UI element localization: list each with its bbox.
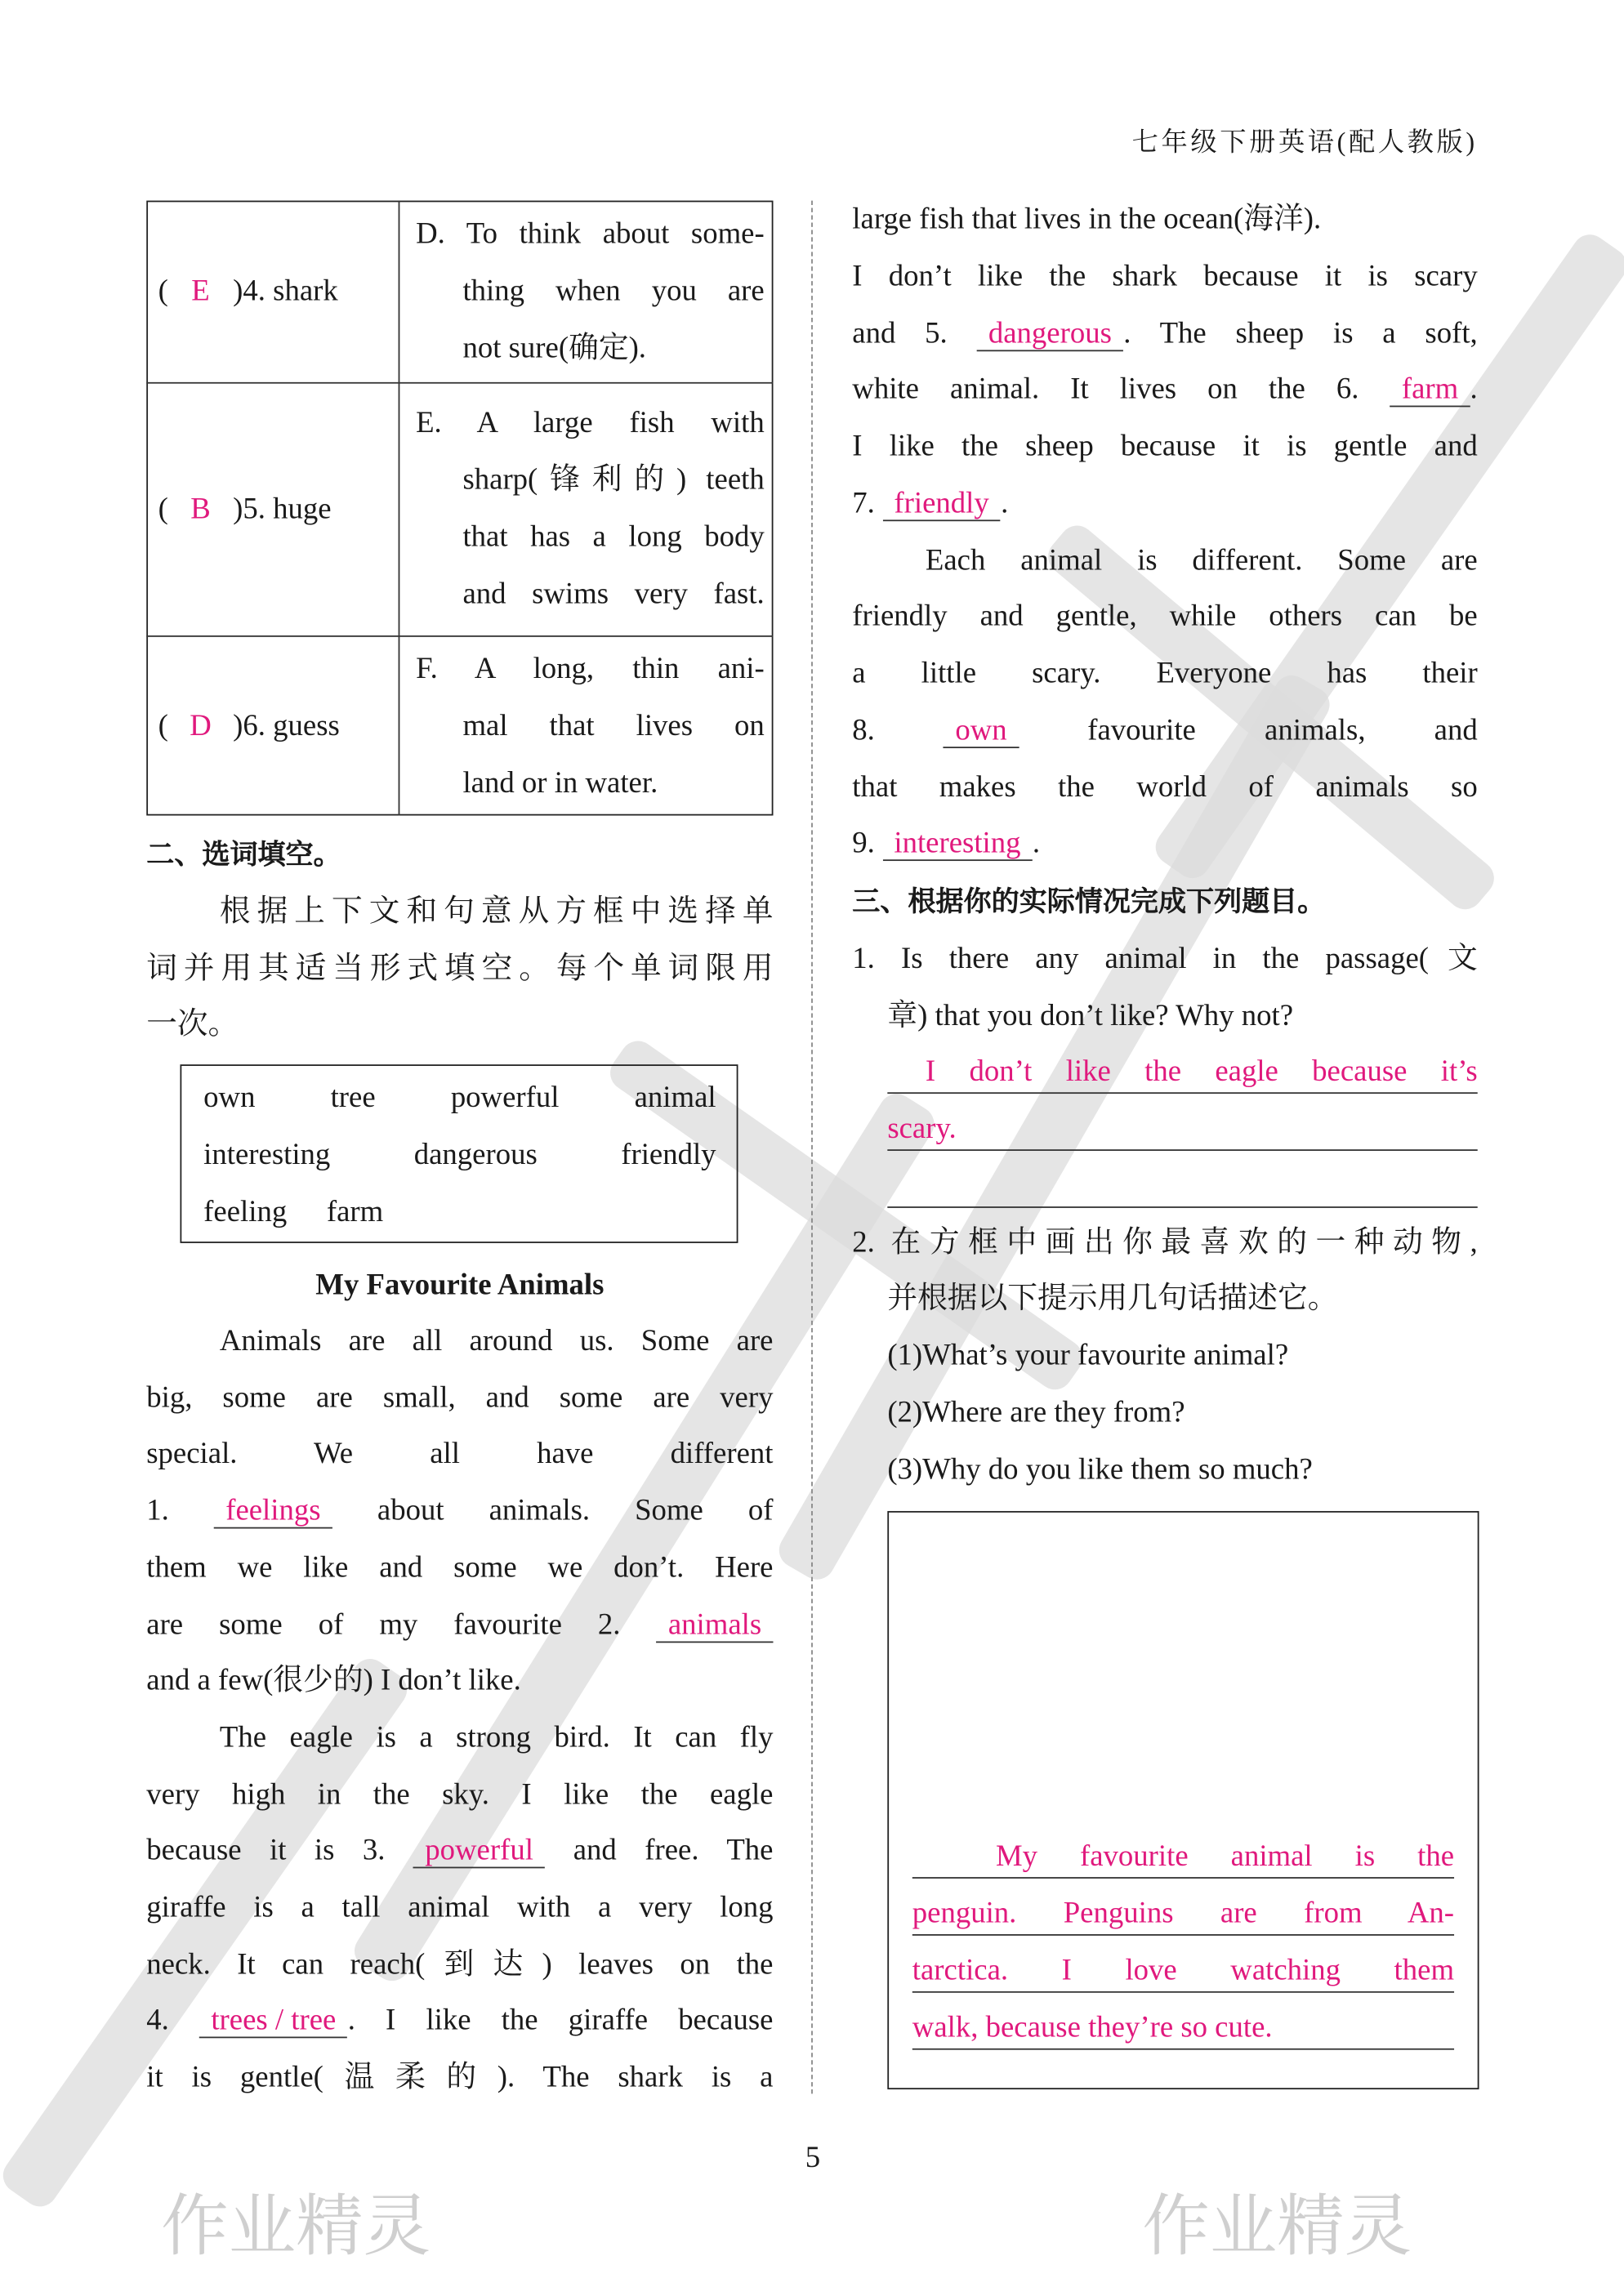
text-segment: I like the sheep because it is gentle and [852, 430, 1478, 463]
definition-line: thing when you are [462, 275, 765, 308]
text-segment: 9. [852, 827, 883, 860]
matching-item: ( B )5. huge [158, 491, 393, 529]
text-line [852, 371, 1477, 409]
matching-item: ( D )6. guess [158, 707, 393, 746]
page-header-title: 七年级下册英语(配人教版) [1131, 127, 1478, 157]
definition-line: mal that lives on [462, 710, 765, 742]
answer-underline [887, 1206, 1477, 1208]
answer-2-line[interactable]: tarctica. I love watching them [912, 1955, 1455, 1987]
table-divider [399, 201, 400, 816]
answer-blank[interactable]: animals [657, 1608, 774, 1642]
text-segment: 7. [852, 487, 883, 519]
text-line [146, 1492, 773, 1531]
definition-line: land or in water. [462, 767, 658, 800]
text-segment: neck. It can reach(到达) leaves on the [146, 1948, 774, 1981]
section2-heading: 二、选词填空。 [146, 839, 341, 872]
definition-line: E. A large fish with [416, 407, 765, 439]
text-line [146, 1662, 773, 1701]
text-line [220, 1322, 774, 1361]
text-segment: and a few(很少的) I don’t like. [146, 1665, 521, 1697]
answer-blank[interactable]: powerful [413, 1835, 545, 1869]
question-1: 章) that you don’t like? Why not? [887, 1000, 1294, 1032]
answer-blank[interactable]: farm [1390, 374, 1470, 408]
question-2-prompt: (3)Why do you like them so much? [887, 1454, 1313, 1487]
word-box-row [203, 1079, 716, 1117]
text-segment: Animals are all around us. Some are [219, 1325, 774, 1358]
text-line [146, 2059, 773, 2098]
answer-1[interactable]: scary. [887, 1112, 957, 1145]
text-segment: white animal. It lives on the 6. [852, 373, 1390, 406]
watermark-stroke [773, 669, 1336, 1586]
text-line [926, 541, 1478, 579]
watermark-text: 作业精灵 [161, 2186, 431, 2266]
text-line [146, 1776, 773, 1814]
text-segment: large fish that lives in the ocean(海洋). [852, 203, 1322, 236]
text-line [852, 484, 1477, 523]
text-segment: . [1470, 373, 1478, 406]
answer-2-line[interactable]: walk, because they’re so cute. [912, 2012, 1273, 2044]
text-line [852, 654, 1477, 693]
word-option: farm [326, 1196, 384, 1228]
definition-line: that has a long body [462, 521, 765, 554]
answer-blank[interactable]: dangerous [977, 317, 1124, 350]
text-segment: about animals. Some of [332, 1495, 774, 1527]
word-option: own [203, 1081, 256, 1115]
text-line [852, 201, 1477, 239]
text-segment: 4. [146, 2004, 199, 2038]
answer-underline [912, 2049, 1454, 2050]
text-line [220, 1719, 774, 1757]
definition-line: not sure(确定). [462, 332, 647, 365]
section3-heading: 三、根据你的实际情况完成下列题目。 [852, 885, 1326, 918]
text-segment: are some of my favourite 2. [146, 1608, 657, 1641]
word-option: powerful [450, 1081, 560, 1115]
word-option: tree [330, 1081, 376, 1115]
text-segment: because it is 3. [146, 1835, 413, 1868]
text-segment: . [1032, 827, 1041, 860]
answer-letter[interactable]: D [190, 710, 212, 742]
question-1: 1. Is there any animal in the passage(文 [852, 943, 1478, 975]
text-segment: a little scary. Everyone has their [852, 657, 1478, 690]
text-segment: The eagle is a strong bird. It can fly [219, 1721, 774, 1754]
definition-line: F. A long, thin ani- [416, 653, 765, 685]
text-segment: I don’t like the shark because it is scary [852, 260, 1478, 293]
text-segment: . [1001, 487, 1009, 519]
answer-underline [887, 1092, 1477, 1094]
text-segment: Each animal is different. Some are [925, 543, 1478, 577]
word-option: animal [634, 1081, 716, 1115]
text-line [852, 598, 1477, 636]
answer-underline [912, 1877, 1454, 1879]
instruction-line: 根据上下文和句意从方框中选择单 [219, 893, 774, 929]
answer-letter[interactable]: E [191, 275, 210, 308]
word-option: interesting [203, 1139, 331, 1172]
text-segment: special. We all have different [146, 1438, 774, 1471]
text-line [146, 1435, 773, 1473]
answer-2-line[interactable]: penguin. Penguins are from An- [912, 1897, 1455, 1930]
question-2: 2. 在方框中画出你最喜欢的一种动物, [852, 1227, 1478, 1259]
word-option: feeling [203, 1196, 288, 1228]
text-line [852, 314, 1477, 353]
text-line [146, 2002, 773, 2040]
text-segment: . I like the giraffe because [347, 2004, 774, 2038]
text-segment: friendly and gentle, while others can be [852, 600, 1478, 633]
text-segment: . The sheep is a soft, [1123, 317, 1478, 350]
answer-blank[interactable]: own [944, 714, 1019, 747]
answer-blank[interactable]: feelings [214, 1495, 332, 1528]
text-segment: giraffe is a tall animal with a very long [146, 1892, 774, 1924]
table-divider [146, 635, 773, 637]
passage-title: My Favourite Animals [315, 1269, 605, 1302]
text-line [852, 711, 1477, 750]
text-line [852, 257, 1477, 296]
instruction-line: 一次。 [146, 1005, 239, 1041]
word-option: friendly [621, 1139, 716, 1172]
page-number: 5 [805, 2142, 821, 2175]
text-segment: 8. [852, 714, 944, 747]
question-2: 并根据以下提示用几句话描述它。 [887, 1282, 1338, 1315]
text-segment: favourite animals, and [1019, 714, 1478, 747]
item-word: 6. guess [243, 710, 340, 742]
text-line [146, 1549, 773, 1587]
text-segment: that makes the world of animals so [852, 770, 1478, 804]
answer-letter[interactable]: B [190, 493, 211, 526]
question-2-prompt: (2)Where are they from? [887, 1397, 1185, 1429]
word-option: dangerous [413, 1139, 538, 1172]
item-word: 4. shark [243, 275, 338, 308]
word-box-row [203, 1193, 423, 1232]
text-segment: very high in the sky. I like the eagle [146, 1778, 774, 1811]
text-line [146, 1832, 773, 1870]
text-line [852, 427, 1477, 466]
definition-line: and swims very fast. [462, 578, 765, 611]
answer-blank[interactable]: friendly [882, 487, 1001, 520]
answer-underline [912, 1991, 1454, 1993]
answer-blank[interactable]: trees / tree [199, 2005, 348, 2039]
text-segment: them we like and some we don’t. Here [146, 1551, 774, 1585]
text-line [852, 768, 1477, 806]
item-word: 5. huge [243, 493, 332, 526]
text-segment: and 5. [852, 317, 977, 350]
drawing-answer-box[interactable] [887, 1511, 1479, 2089]
column-divider [811, 201, 813, 2094]
text-segment: big, some are small, and some are very [146, 1381, 774, 1415]
answer-blank[interactable]: interesting [882, 827, 1033, 861]
watermark-text: 作业精灵 [1142, 2186, 1412, 2266]
answer-2-line[interactable]: My favourite animal is the [995, 1840, 1455, 1873]
text-line [146, 1888, 773, 1927]
text-line [852, 825, 1477, 863]
word-box-row [203, 1136, 716, 1175]
answer-1[interactable]: I don’t like the eagle because it’s [925, 1055, 1478, 1088]
text-segment: and free. The [545, 1835, 774, 1868]
definition-line: sharp(锋利的) teeth [462, 464, 765, 497]
instruction-line: 词并用其适当形式填空。每个单词限用 [146, 949, 774, 985]
text-line [146, 1379, 773, 1417]
text-line [146, 1606, 773, 1644]
text-segment: it is gentle(温柔的). The shark is a [146, 2062, 774, 2094]
answer-underline [912, 1934, 1454, 1936]
matching-item: ( E )4. shark [158, 272, 393, 310]
definition-line: D. To think about some- [416, 218, 765, 251]
table-divider [146, 382, 773, 384]
text-line [146, 1946, 773, 1984]
question-2-prompt: (1)What’s your favourite animal? [887, 1340, 1289, 1372]
text-segment: 1. [146, 1495, 214, 1527]
answer-underline [887, 1149, 1477, 1151]
